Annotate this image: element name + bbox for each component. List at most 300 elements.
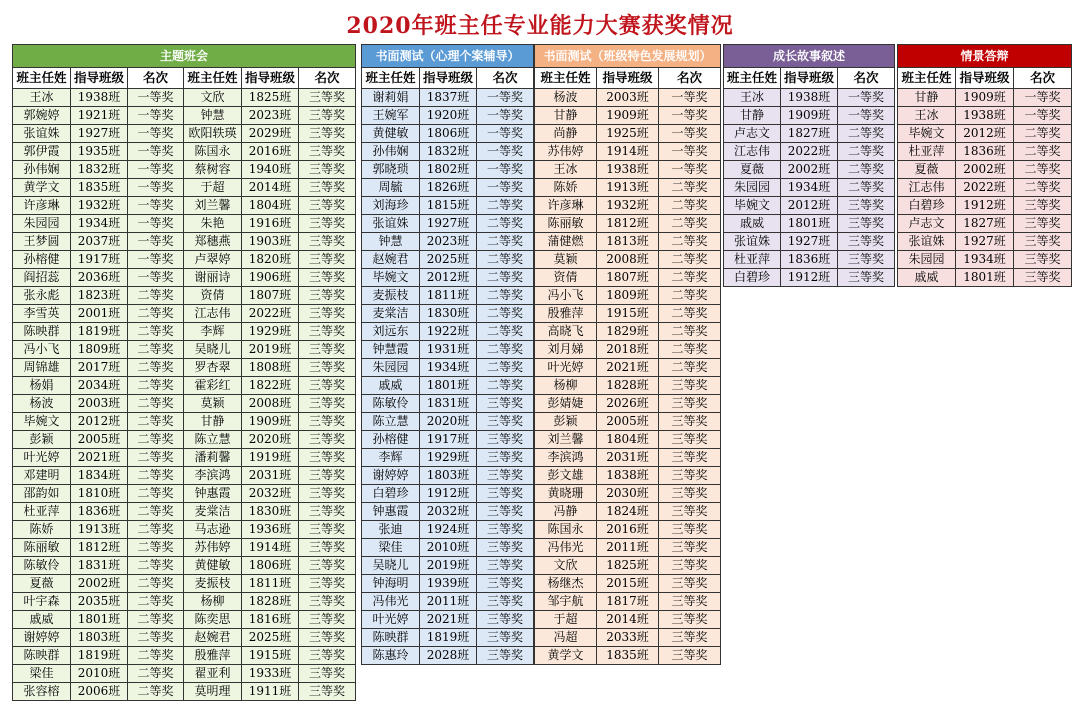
teacher-cell: 孙榕健 xyxy=(13,251,71,269)
class-cell: 1927班 xyxy=(71,125,128,143)
class-cell: 1836班 xyxy=(956,143,1014,161)
rank-cell: 二等奖 xyxy=(128,611,184,629)
rank-cell: 一等奖 xyxy=(128,251,184,269)
teacher-cell: 冯小飞 xyxy=(13,341,71,359)
table-row xyxy=(13,215,356,233)
teacher-cell: 郭伊霞 xyxy=(13,143,71,161)
table-row xyxy=(362,287,534,305)
class-cell: 1810班 xyxy=(71,485,128,503)
class-cell: 1807班 xyxy=(242,287,299,305)
teacher-cell: 毕婉文 xyxy=(362,269,420,287)
class-cell: 1823班 xyxy=(71,287,128,305)
table-row xyxy=(362,107,534,125)
table-row xyxy=(535,305,721,323)
table-written-test-class-plan xyxy=(534,44,721,665)
table-row xyxy=(535,467,721,485)
teacher-cell: 杨柳 xyxy=(184,593,242,611)
teacher-cell: 冯伟光 xyxy=(535,539,597,557)
teacher-cell: 冯超 xyxy=(535,629,597,647)
table-row xyxy=(362,215,534,233)
class-cell: 1922班 xyxy=(420,323,477,341)
class-cell: 1906班 xyxy=(242,269,299,287)
table-row xyxy=(724,89,895,107)
teacher-cell: 霍彩红 xyxy=(184,377,242,395)
teacher-cell: 卢志文 xyxy=(724,125,781,143)
class-cell: 2012班 xyxy=(71,413,128,431)
rank-cell: 二等奖 xyxy=(477,287,534,305)
teacher-cell: 甘静 xyxy=(724,107,781,125)
class-cell: 1826班 xyxy=(420,179,477,197)
class-cell: 1813班 xyxy=(597,233,659,251)
teacher-cell: 李辉 xyxy=(362,449,420,467)
teacher-cell: 夏薇 xyxy=(898,161,956,179)
teacher-cell: 江志伟 xyxy=(898,179,956,197)
class-cell: 1831班 xyxy=(71,557,128,575)
column-header-class: 指导班级 xyxy=(956,68,1014,89)
rank-cell: 三等奖 xyxy=(299,197,356,215)
class-cell: 2002班 xyxy=(956,161,1014,179)
table-row xyxy=(362,413,534,431)
rank-cell: 三等奖 xyxy=(299,593,356,611)
teacher-cell: 谢丽诗 xyxy=(184,269,242,287)
table-row xyxy=(898,233,1072,251)
rank-cell: 三等奖 xyxy=(838,197,895,215)
table-row xyxy=(13,251,356,269)
rank-cell: 一等奖 xyxy=(128,215,184,233)
rank-cell: 二等奖 xyxy=(838,125,895,143)
table-row xyxy=(362,323,534,341)
teacher-cell: 陈丽敏 xyxy=(13,539,71,557)
rank-cell: 三等奖 xyxy=(477,395,534,413)
rank-cell: 二等奖 xyxy=(128,467,184,485)
teacher-cell: 邹宇航 xyxy=(535,593,597,611)
rank-cell: 三等奖 xyxy=(659,629,721,647)
teacher-cell: 江志伟 xyxy=(184,305,242,323)
table-row xyxy=(13,179,356,197)
table-row xyxy=(362,521,534,539)
rank-cell: 三等奖 xyxy=(299,359,356,377)
rank-cell: 三等奖 xyxy=(299,269,356,287)
rank-cell: 三等奖 xyxy=(477,503,534,521)
class-cell: 1819班 xyxy=(71,647,128,665)
table-row xyxy=(898,251,1072,269)
class-cell: 1820班 xyxy=(242,251,299,269)
rank-cell: 一等奖 xyxy=(128,233,184,251)
teacher-cell: 莫明理 xyxy=(184,683,242,701)
rank-cell: 一等奖 xyxy=(128,143,184,161)
rank-cell: 三等奖 xyxy=(299,431,356,449)
class-cell: 1837班 xyxy=(420,89,477,107)
rank-cell: 三等奖 xyxy=(659,449,721,467)
class-cell: 2016班 xyxy=(597,521,659,539)
rank-cell: 二等奖 xyxy=(477,305,534,323)
teacher-cell: 钟慧 xyxy=(362,233,420,251)
class-cell: 1803班 xyxy=(420,467,477,485)
column-header-rank: 名次 xyxy=(838,68,895,89)
rank-cell: 一等奖 xyxy=(128,107,184,125)
teacher-cell: 钟海明 xyxy=(362,575,420,593)
table-row xyxy=(13,521,356,539)
rank-cell: 二等奖 xyxy=(477,269,534,287)
table-row xyxy=(724,107,895,125)
table-row xyxy=(362,485,534,503)
rank-cell: 三等奖 xyxy=(299,341,356,359)
rank-cell: 二等奖 xyxy=(128,287,184,305)
teacher-cell: 叶光婷 xyxy=(535,359,597,377)
class-cell: 2035班 xyxy=(71,593,128,611)
teacher-cell: 江志伟 xyxy=(724,143,781,161)
class-cell: 1806班 xyxy=(242,557,299,575)
table-row xyxy=(898,107,1072,125)
teacher-cell: 吴晓儿 xyxy=(362,557,420,575)
teacher-cell: 刘兰馨 xyxy=(184,197,242,215)
class-cell: 2005班 xyxy=(71,431,128,449)
teacher-cell: 刘远东 xyxy=(362,323,420,341)
table-row xyxy=(362,647,534,665)
teacher-cell: 白碧珍 xyxy=(362,485,420,503)
class-cell: 1822班 xyxy=(242,377,299,395)
table-row xyxy=(13,503,356,521)
teacher-cell: 赵婉君 xyxy=(184,629,242,647)
rank-cell: 二等奖 xyxy=(659,215,721,233)
class-cell: 1929班 xyxy=(420,449,477,467)
class-cell: 2010班 xyxy=(71,665,128,683)
class-cell: 1828班 xyxy=(597,377,659,395)
table-row xyxy=(13,377,356,395)
rank-cell: 三等奖 xyxy=(299,89,356,107)
table-row xyxy=(362,449,534,467)
class-cell: 2031班 xyxy=(597,449,659,467)
rank-cell: 二等奖 xyxy=(128,377,184,395)
table-row xyxy=(362,269,534,287)
teacher-cell: 张谊姝 xyxy=(724,233,781,251)
class-cell: 2016班 xyxy=(242,143,299,161)
class-cell: 2023班 xyxy=(420,233,477,251)
class-cell: 2022班 xyxy=(956,179,1014,197)
rank-cell: 二等奖 xyxy=(659,305,721,323)
teacher-cell: 资倩 xyxy=(184,287,242,305)
class-cell: 2002班 xyxy=(781,161,838,179)
rank-cell: 一等奖 xyxy=(128,269,184,287)
teacher-cell: 白碧珍 xyxy=(724,269,781,287)
rank-cell: 二等奖 xyxy=(659,233,721,251)
rank-cell: 二等奖 xyxy=(128,485,184,503)
column-header-row xyxy=(535,68,721,89)
table-row xyxy=(535,593,721,611)
rank-cell: 一等奖 xyxy=(128,197,184,215)
rank-cell: 二等奖 xyxy=(128,683,184,701)
rank-cell: 二等奖 xyxy=(659,197,721,215)
class-cell: 1913班 xyxy=(71,521,128,539)
table-row xyxy=(535,647,721,665)
rank-cell: 二等奖 xyxy=(477,377,534,395)
rank-cell: 三等奖 xyxy=(477,557,534,575)
teacher-cell: 杜亚萍 xyxy=(724,251,781,269)
rank-cell: 三等奖 xyxy=(477,413,534,431)
class-cell: 2008班 xyxy=(242,395,299,413)
teacher-cell: 郑穗燕 xyxy=(184,233,242,251)
rank-cell: 一等奖 xyxy=(659,143,721,161)
rank-cell: 二等奖 xyxy=(659,251,721,269)
class-cell: 2023班 xyxy=(242,107,299,125)
rank-cell: 三等奖 xyxy=(477,647,534,665)
teacher-cell: 陈立慧 xyxy=(184,431,242,449)
teacher-cell: 王冰 xyxy=(724,89,781,107)
rank-cell: 二等奖 xyxy=(477,323,534,341)
class-cell: 1801班 xyxy=(71,611,128,629)
teacher-cell: 苏伟婷 xyxy=(535,143,597,161)
table-row xyxy=(535,215,721,233)
teacher-cell: 陈映群 xyxy=(13,647,71,665)
rank-cell: 三等奖 xyxy=(838,251,895,269)
teacher-cell: 王冰 xyxy=(13,89,71,107)
rank-cell: 一等奖 xyxy=(477,125,534,143)
class-cell: 1915班 xyxy=(597,305,659,323)
class-cell: 1836班 xyxy=(71,503,128,521)
table-row xyxy=(13,665,356,683)
column-header-class: 指导班级 xyxy=(242,68,299,89)
class-cell: 1927班 xyxy=(420,215,477,233)
class-cell: 2019班 xyxy=(420,557,477,575)
rank-cell: 二等奖 xyxy=(659,287,721,305)
rank-cell: 三等奖 xyxy=(299,305,356,323)
class-cell: 2012班 xyxy=(956,125,1014,143)
class-cell: 1835班 xyxy=(71,179,128,197)
rank-cell: 二等奖 xyxy=(128,647,184,665)
table-row xyxy=(724,233,895,251)
teacher-cell: 殷雅萍 xyxy=(535,305,597,323)
teacher-cell: 莫颖 xyxy=(184,395,242,413)
class-cell: 1801班 xyxy=(781,215,838,233)
teacher-cell: 陈国永 xyxy=(184,143,242,161)
class-cell: 1909班 xyxy=(242,413,299,431)
table-row xyxy=(13,341,356,359)
teacher-cell: 张永彪 xyxy=(13,287,71,305)
rank-cell: 三等奖 xyxy=(659,431,721,449)
teacher-cell: 蔡树容 xyxy=(184,161,242,179)
teacher-cell: 夏薇 xyxy=(13,575,71,593)
table-row xyxy=(535,395,721,413)
teacher-cell: 黄健敏 xyxy=(362,125,420,143)
table-row xyxy=(535,251,721,269)
rank-cell: 三等奖 xyxy=(299,395,356,413)
table-row xyxy=(13,287,356,305)
class-cell: 2014班 xyxy=(242,179,299,197)
teacher-cell: 毕婉文 xyxy=(13,413,71,431)
table-row xyxy=(362,539,534,557)
table-row xyxy=(362,611,534,629)
teacher-cell: 邓建明 xyxy=(13,467,71,485)
rank-cell: 二等奖 xyxy=(128,665,184,683)
section-header-row xyxy=(724,45,895,68)
teacher-cell: 阎招蕊 xyxy=(13,269,71,287)
rank-cell: 三等奖 xyxy=(477,485,534,503)
rank-cell: 二等奖 xyxy=(659,359,721,377)
table-row xyxy=(724,215,895,233)
rank-cell: 三等奖 xyxy=(299,233,356,251)
teacher-cell: 王梦圆 xyxy=(13,233,71,251)
teacher-cell: 戚威 xyxy=(898,269,956,287)
table-row xyxy=(13,233,356,251)
rank-cell: 三等奖 xyxy=(1014,251,1072,269)
table-row xyxy=(535,89,721,107)
teacher-cell: 戚威 xyxy=(724,215,781,233)
teacher-cell: 钟慧霞 xyxy=(362,341,420,359)
table-row xyxy=(898,269,1072,287)
table-row xyxy=(898,179,1072,197)
table-row xyxy=(535,287,721,305)
class-cell: 1825班 xyxy=(597,557,659,575)
teacher-cell: 彭文雄 xyxy=(535,467,597,485)
class-cell: 1827班 xyxy=(781,125,838,143)
rank-cell: 三等奖 xyxy=(659,413,721,431)
rank-cell: 三等奖 xyxy=(299,179,356,197)
rank-cell: 一等奖 xyxy=(659,125,721,143)
rank-cell: 二等奖 xyxy=(477,251,534,269)
class-cell: 1812班 xyxy=(71,539,128,557)
teacher-cell: 朱园园 xyxy=(362,359,420,377)
table-row xyxy=(898,215,1072,233)
class-cell: 1938班 xyxy=(781,89,838,107)
rank-cell: 三等奖 xyxy=(838,269,895,287)
teacher-cell: 刘海珍 xyxy=(362,197,420,215)
class-cell: 2034班 xyxy=(71,377,128,395)
rank-cell: 三等奖 xyxy=(838,233,895,251)
teacher-cell: 冯静 xyxy=(535,503,597,521)
table-row xyxy=(13,449,356,467)
teacher-cell: 钟惠霞 xyxy=(184,485,242,503)
class-cell: 2002班 xyxy=(71,575,128,593)
rank-cell: 二等奖 xyxy=(659,341,721,359)
class-cell: 2028班 xyxy=(420,647,477,665)
teacher-cell: 文欣 xyxy=(184,89,242,107)
column-header-class: 指导班级 xyxy=(781,68,838,89)
column-header-rank: 名次 xyxy=(659,68,721,89)
section-header-row xyxy=(13,45,356,68)
class-cell: 1938班 xyxy=(956,107,1014,125)
teacher-cell: 王冰 xyxy=(535,161,597,179)
table-row xyxy=(362,197,534,215)
section-header: 主题班会 xyxy=(13,45,356,68)
rank-cell: 三等奖 xyxy=(1014,215,1072,233)
class-cell: 1804班 xyxy=(597,431,659,449)
table-row xyxy=(535,179,721,197)
table-row xyxy=(13,359,356,377)
table-row xyxy=(535,107,721,125)
table-row xyxy=(535,611,721,629)
rank-cell: 二等奖 xyxy=(128,629,184,647)
teacher-cell: 彭婧婕 xyxy=(535,395,597,413)
teacher-cell: 麦棠洁 xyxy=(362,305,420,323)
class-cell: 1938班 xyxy=(71,89,128,107)
teacher-cell: 黄晓珊 xyxy=(535,485,597,503)
table-row xyxy=(535,197,721,215)
class-cell: 1927班 xyxy=(956,233,1014,251)
class-cell: 2012班 xyxy=(781,197,838,215)
table-row xyxy=(13,413,356,431)
class-cell: 2015班 xyxy=(597,575,659,593)
class-cell: 2020班 xyxy=(420,413,477,431)
teacher-cell: 谢婷婷 xyxy=(362,467,420,485)
class-cell: 1929班 xyxy=(242,323,299,341)
table-row xyxy=(535,575,721,593)
rank-cell: 二等奖 xyxy=(128,503,184,521)
table-row xyxy=(535,269,721,287)
teacher-cell: 资倩 xyxy=(535,269,597,287)
class-cell: 1804班 xyxy=(242,197,299,215)
class-cell: 2022班 xyxy=(242,305,299,323)
class-cell: 1830班 xyxy=(420,305,477,323)
column-header-class: 指导班级 xyxy=(597,68,659,89)
table-row xyxy=(535,341,721,359)
teacher-cell: 杨柳 xyxy=(535,377,597,395)
rank-cell: 二等奖 xyxy=(128,521,184,539)
rank-cell: 三等奖 xyxy=(299,467,356,485)
rank-cell: 二等奖 xyxy=(128,341,184,359)
table-row xyxy=(535,539,721,557)
table-row xyxy=(13,197,356,215)
teacher-cell: 陈立慧 xyxy=(362,413,420,431)
table-row xyxy=(362,557,534,575)
teacher-cell: 杜亚萍 xyxy=(13,503,71,521)
rank-cell: 二等奖 xyxy=(128,413,184,431)
column-header-row xyxy=(362,68,534,89)
rank-cell: 一等奖 xyxy=(659,107,721,125)
table-row xyxy=(724,251,895,269)
teacher-cell: 罗杏翠 xyxy=(184,359,242,377)
teacher-cell: 黄学文 xyxy=(13,179,71,197)
rank-cell: 三等奖 xyxy=(299,449,356,467)
class-cell: 1819班 xyxy=(71,323,128,341)
teacher-cell: 刘月娣 xyxy=(535,341,597,359)
column-header-row xyxy=(724,68,895,89)
rank-cell: 三等奖 xyxy=(477,593,534,611)
teacher-cell: 黄健敏 xyxy=(184,557,242,575)
column-header-row xyxy=(13,68,356,89)
teacher-cell: 苏伟婷 xyxy=(184,539,242,557)
class-cell: 1934班 xyxy=(781,179,838,197)
teacher-cell: 朱园园 xyxy=(13,215,71,233)
class-cell: 2029班 xyxy=(242,125,299,143)
class-cell: 2036班 xyxy=(71,269,128,287)
teacher-cell: 麦振枝 xyxy=(362,287,420,305)
teacher-cell: 杨波 xyxy=(535,89,597,107)
table-row xyxy=(362,341,534,359)
rank-cell: 三等奖 xyxy=(477,521,534,539)
table-row xyxy=(362,593,534,611)
table-row xyxy=(362,359,534,377)
teacher-cell: 冯小飞 xyxy=(535,287,597,305)
class-cell: 1933班 xyxy=(242,665,299,683)
table-row xyxy=(535,161,721,179)
teacher-cell: 卢翠婷 xyxy=(184,251,242,269)
class-cell: 1920班 xyxy=(420,107,477,125)
rank-cell: 三等奖 xyxy=(659,593,721,611)
column-header-class: 指导班级 xyxy=(420,68,477,89)
table-row xyxy=(535,503,721,521)
table-row xyxy=(13,539,356,557)
class-cell: 2001班 xyxy=(71,305,128,323)
teacher-cell: 李滨鸿 xyxy=(535,449,597,467)
table-row xyxy=(535,629,721,647)
table-row xyxy=(898,143,1072,161)
teacher-cell: 朱艳 xyxy=(184,215,242,233)
table-row xyxy=(535,431,721,449)
class-cell: 2020班 xyxy=(242,431,299,449)
table-row xyxy=(362,251,534,269)
teacher-cell: 杨娟 xyxy=(13,377,71,395)
rank-cell: 一等奖 xyxy=(838,89,895,107)
